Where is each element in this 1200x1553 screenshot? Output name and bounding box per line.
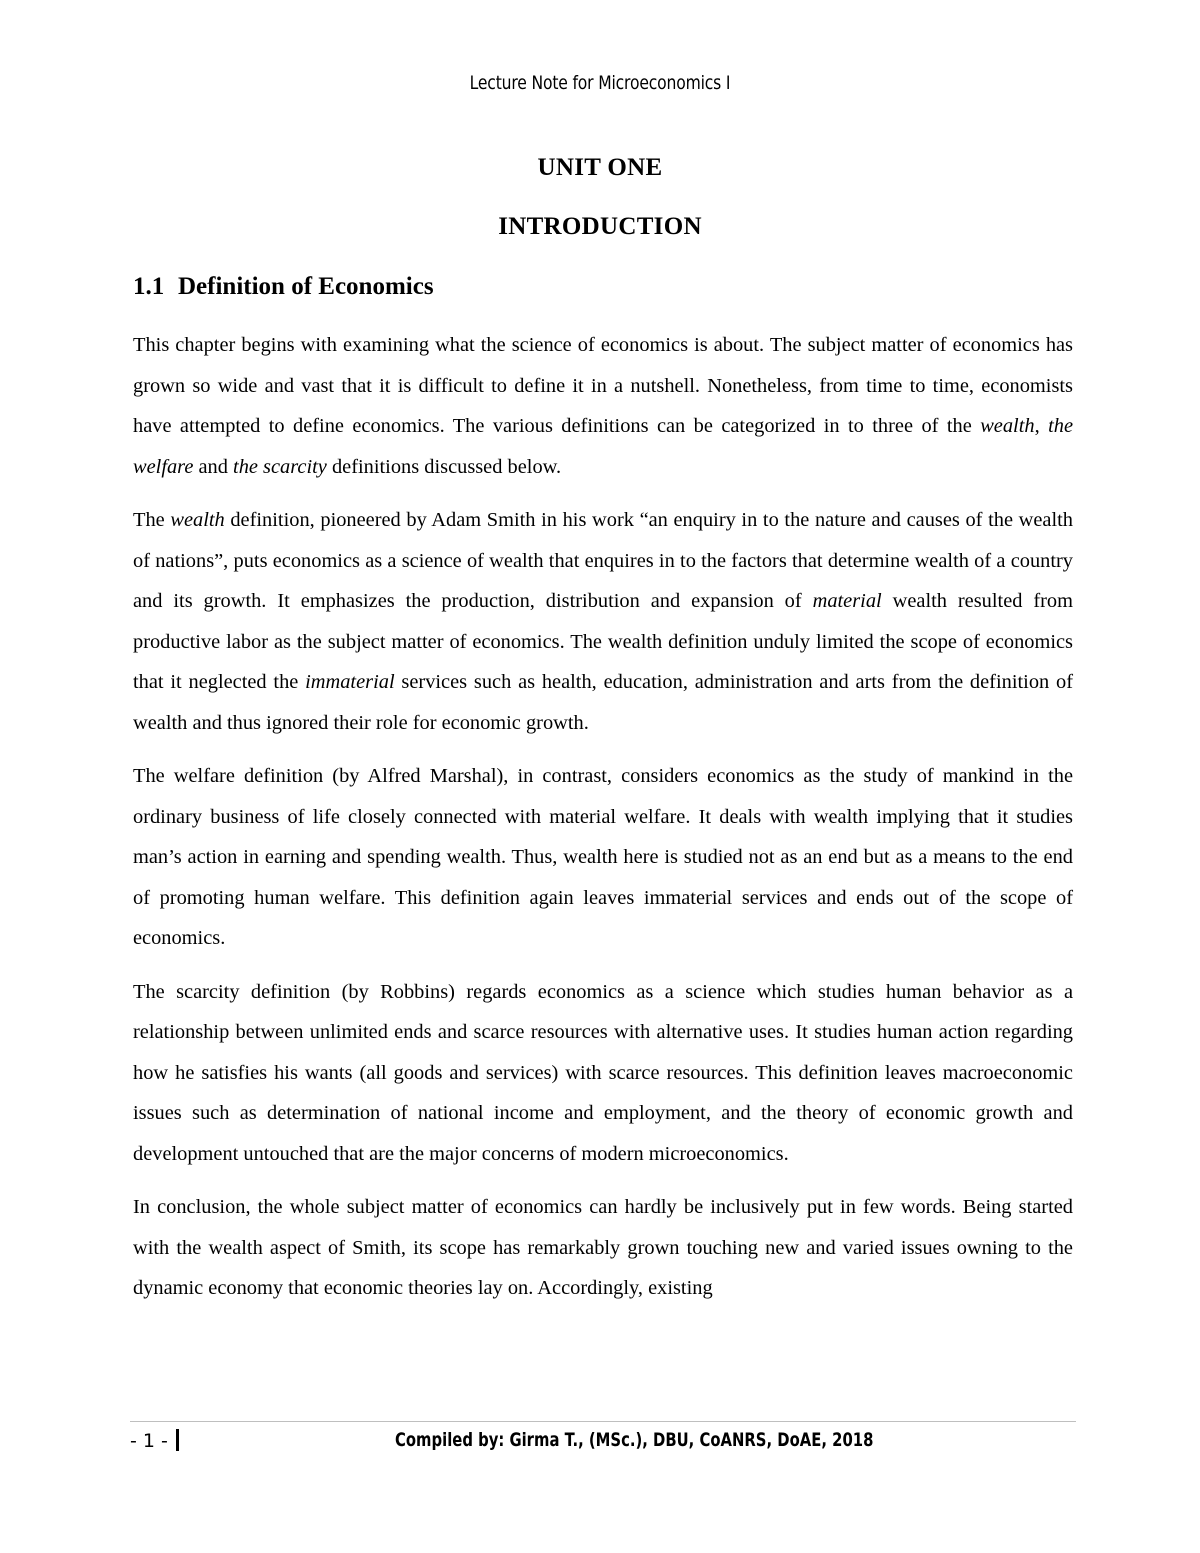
section-heading [133, 273, 434, 301]
text-run: wealth resulted from productive labor as the subject matter of economics. The wealth definition unduly limited the scope of economics that it neglected the [133, 590, 1073, 693]
text-run: services such as health, education, administration and arts from the definition of wealth and thus ignored their role for economic growth. [133, 671, 1073, 734]
section-number: 1.1 [133, 273, 165, 300]
page-number-text: - 1 - [130, 1430, 168, 1452]
text-run: The [133, 509, 171, 531]
paragraph-wealth-welfare-scarcity-intro [133, 325, 1073, 487]
section-title: Definition of Economics [178, 273, 434, 300]
footer-divider [130, 1421, 1076, 1422]
italic-term: wealth [980, 415, 1035, 437]
running-header: Lecture Note for Microeconomics I [469, 72, 731, 94]
chapter-title: INTRODUCTION [498, 213, 702, 240]
italic-term: wealth [170, 509, 225, 531]
text-run: definitions discussed below. [326, 455, 562, 478]
italic-term: the scarcity [233, 455, 327, 478]
text-run: and [193, 455, 234, 478]
italic-term: material [812, 590, 882, 612]
text-run: This chapter begins with examining what the science of economics is about. The subject matter of economics has grown so wide and vast that it is difficult to define it in a nutshell. Nonetheless, from time to time, economists have attempted to define economics. The various definitions can be categorized in to three of the [133, 334, 1073, 437]
paragraph-conclusion: In conclusion, the whole subject matter of economics can hardly be inclusively put in few words. Being started with the wealth aspect of Smith, its scope has remarkably grown touching new and varied issues owning to the dynamic economy that economic theories lay on. Accordingly, existing [133, 1196, 1073, 1299]
italic-term: immaterial [305, 671, 395, 693]
paragraph-scarcity-definition: The scarcity definition (by Robbins) regards economics as a science which studies human behavior as a relationship between unlimited ends and scarce resources with alternative uses. It studies human action regarding how he satisfies his wants (all goods and services) with scarce resources. This definition leaves macroeconomic issues such as determination of national income and employment, and the theory of economic growth and development untouched that are the major concerns of modern microeconomics. [133, 980, 1073, 1165]
paragraph-welfare-definition: The welfare definition (by Alfred Marshal), in contrast, considers economics as the study of mankind in the ordinary business of life closely connected with material welfare. It deals with wealth implying that it studies man’s action in earning and spending wealth. Thus, wealth here is studied not as an end but as a means to the end of promoting human welfare. This definition again leaves immaterial services and ends out of the scope of economics. [133, 765, 1073, 949]
unit-title: UNIT ONE [537, 154, 663, 181]
page-separator-bar [176, 1429, 179, 1451]
text-run: , [1034, 415, 1049, 437]
italic-term: the welfare [133, 415, 1074, 478]
text-run: definition, pioneered by Adam Smith in his work “an enquiry in to the nature and causes of the wealth of nations”, puts economics as a science of wealth that enquires in to the factors that determine wealth of a country and its growth. It emphasizes the production, distribution and expansion of [133, 509, 1073, 612]
page-number [130, 1429, 179, 1452]
body-text [133, 325, 1073, 1322]
paragraph-wealth-definition [133, 500, 1073, 743]
footer-credit: Compiled by: Girma T., (MSc.), DBU, CoANRS, DoAE, 2018 [395, 1429, 874, 1451]
